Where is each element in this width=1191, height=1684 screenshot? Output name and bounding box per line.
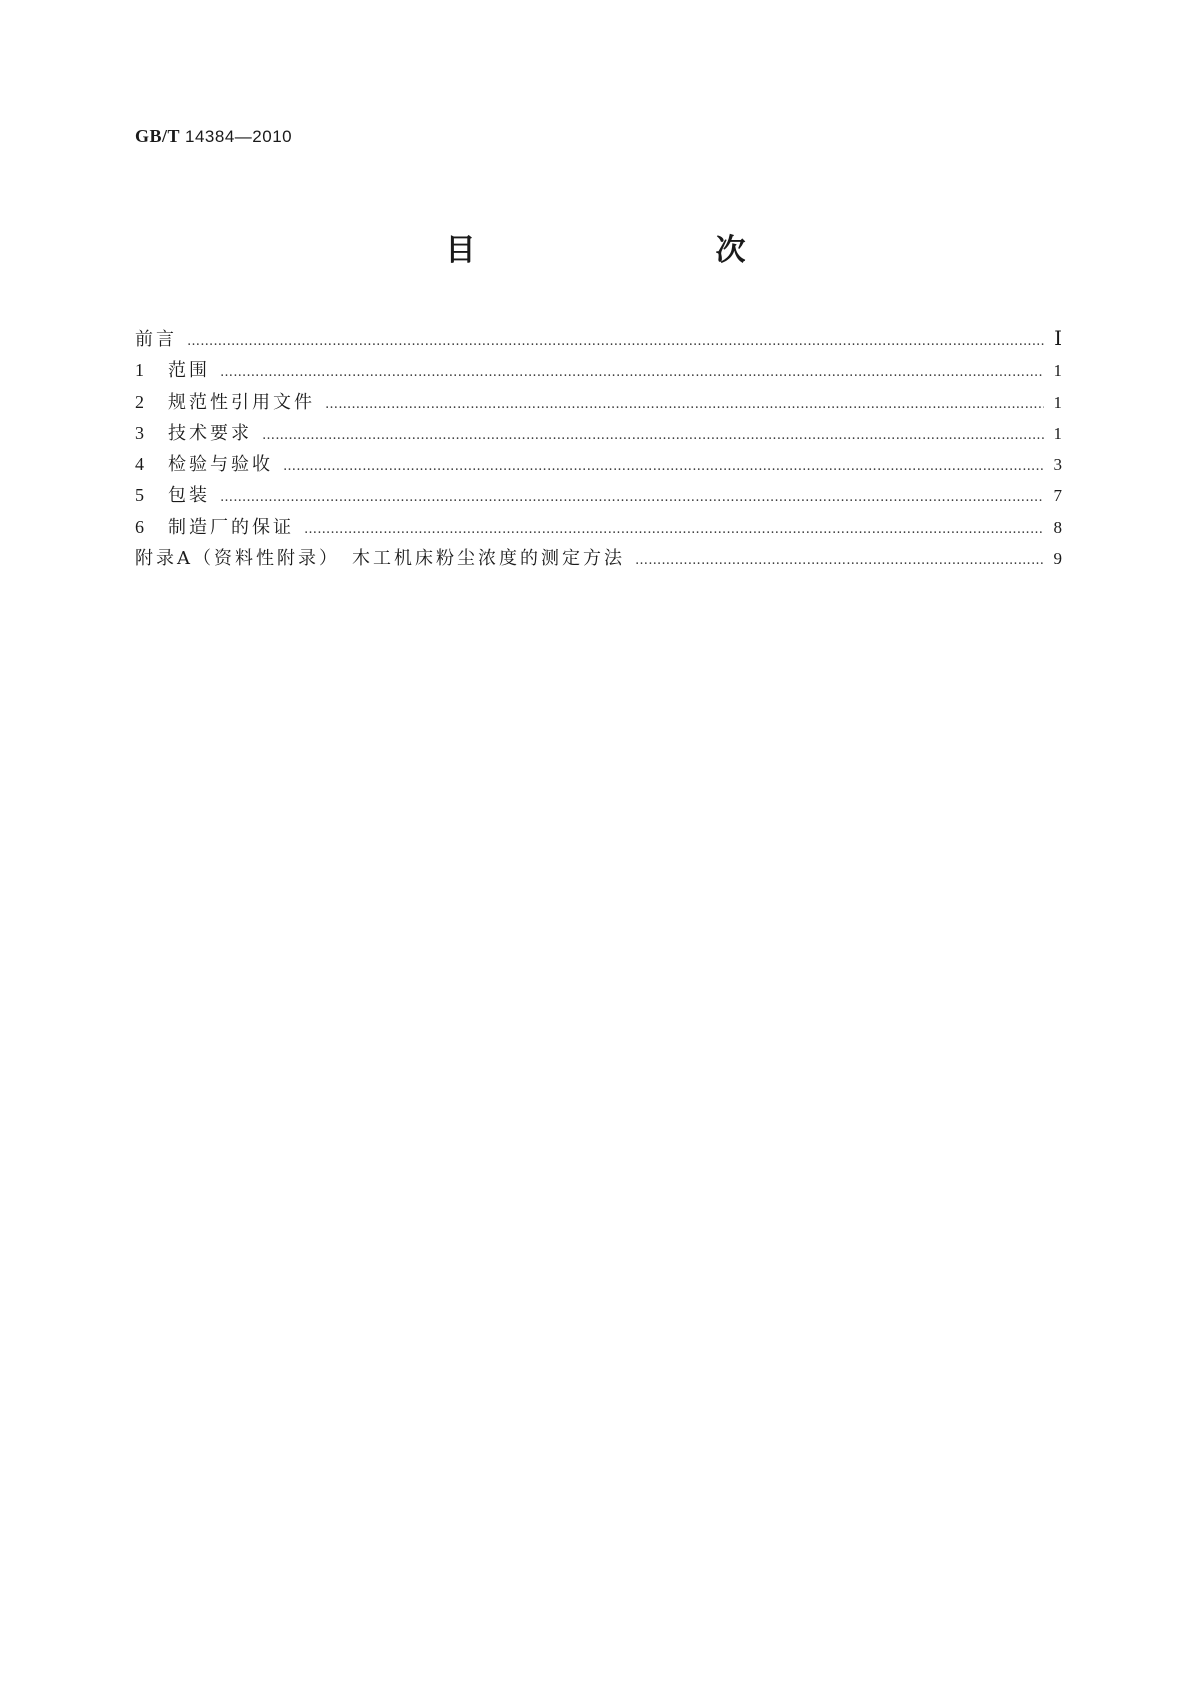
toc-entry-number: 5 [135, 485, 144, 506]
toc-entry-page: 1 [1053, 392, 1062, 412]
toc-entry-label: 包装 [168, 485, 210, 507]
toc-leader-dots [325, 389, 1044, 420]
standard-prefix: GB/T [135, 126, 181, 146]
toc-entry-page: 9 [1053, 549, 1062, 569]
toc-entry-label: 技术要求 [168, 422, 252, 444]
toc-entry-page: 7 [1053, 486, 1062, 506]
toc-entry-number: 1 [135, 360, 144, 381]
toc-entry-number: 4 [135, 454, 144, 475]
toc-entry-label: 范围 [168, 360, 210, 382]
toc-entry-number: 2 [135, 391, 144, 412]
toc-entry-page: Ⅰ [1054, 328, 1062, 350]
toc-entry-number: 6 [135, 516, 144, 537]
standard-code [135, 126, 292, 147]
toc-leader-dots [635, 545, 1044, 576]
toc-leader-dots [304, 514, 1044, 545]
toc-entry-number: 3 [135, 422, 144, 443]
toc-entry-scope[interactable] [135, 355, 1062, 386]
toc-leader-dots [187, 326, 1044, 357]
toc-entry-manufacturer-guarantee[interactable] [135, 512, 1062, 543]
toc-entry-normative-references[interactable] [135, 387, 1062, 418]
toc-entry-label: 规范性引用文件 [168, 391, 315, 413]
toc-leader-dots [262, 420, 1044, 451]
toc-entry-page: 3 [1053, 455, 1062, 475]
toc-entry-label: 制造厂的保证 [168, 516, 294, 538]
toc-entry-page: 8 [1053, 517, 1062, 537]
toc-entry-label: 附录A（资料性附录） 木工机床粉尘浓度的测定方法 [135, 548, 625, 570]
toc-entry-foreword[interactable] [135, 324, 1062, 355]
toc-entry-page: 1 [1053, 423, 1062, 443]
toc-entry-packaging[interactable] [135, 480, 1062, 511]
toc-leader-dots [220, 482, 1044, 513]
toc-entry-label: 前言 [135, 329, 177, 350]
toc-entry-annex-a[interactable] [135, 543, 1062, 574]
table-of-contents [135, 324, 1062, 574]
toc-entry-page: 1 [1053, 361, 1062, 381]
toc-leader-dots [283, 451, 1044, 482]
standard-number: 14384—2010 [185, 127, 293, 146]
toc-title: 目 次 [445, 233, 806, 268]
toc-entry-label: 检验与验收 [168, 454, 273, 476]
toc-entry-technical-requirements[interactable] [135, 418, 1062, 449]
toc-entry-inspection-acceptance[interactable] [135, 449, 1062, 480]
toc-leader-dots [220, 357, 1044, 388]
